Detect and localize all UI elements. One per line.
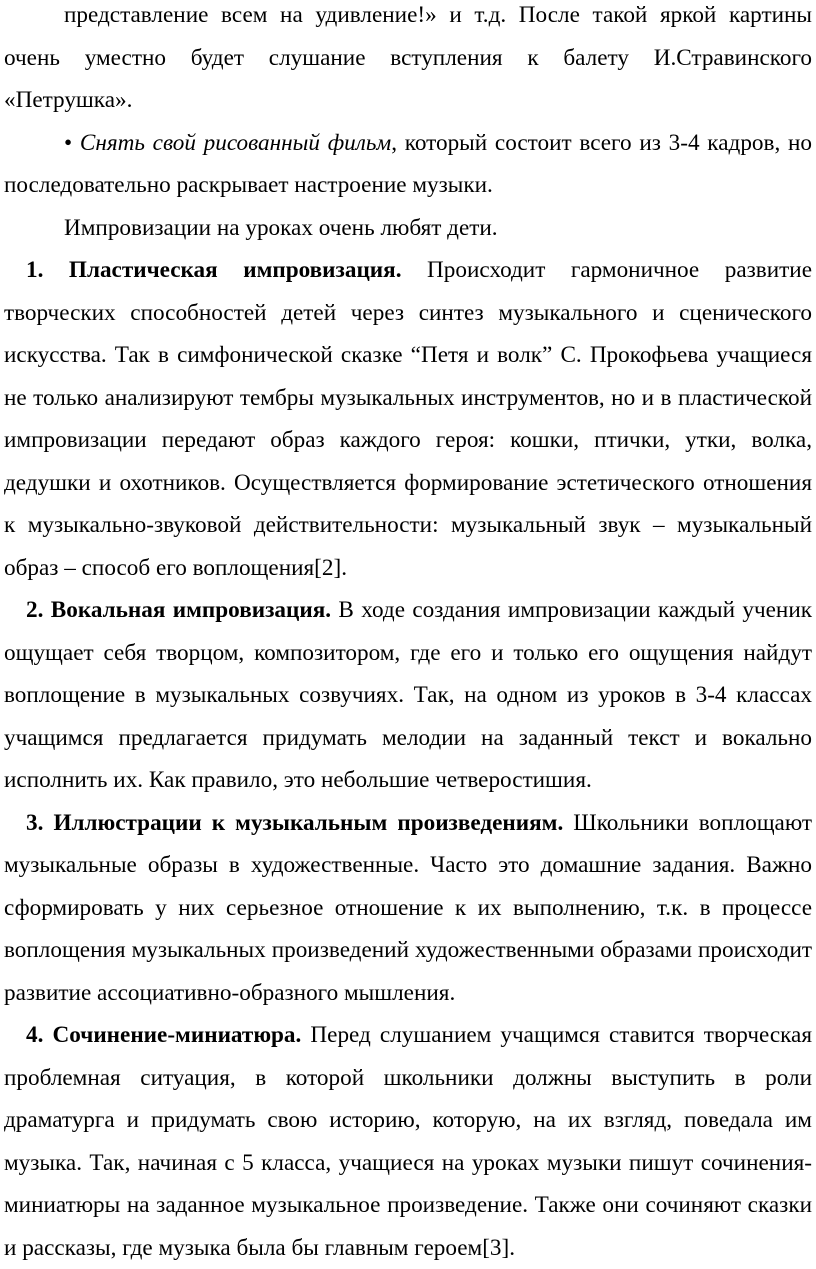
paragraph-text: представление всем на удивление!» и т.д. После такой яркой картины очень уместно будет слушание вступления к балету И.Стравинского «Петрушка». [4,2,812,113]
list-title: Вокальная импровизация. [50,597,332,623]
list-item-vocal [4,589,812,802]
list-text: В ходе создания импровизации каждый ученик ощущает себя творцом, композитором, где его и только его ощущения найдут воплощение в музыкальных созвучиях. Так, на одном из уроков в 3-4 классах учащимся предлагается придумать мелодии на заданный текст и вокально исполнить их. Как правило, это небольшие четверостишия. [4,597,813,793]
list-number: 4. [26,1022,44,1048]
bullet: • [64,129,73,156]
paragraph-intro [4,207,812,250]
list-title: Пластическая импровизация. [68,257,402,283]
paragraph-continuation [4,0,812,122]
paragraph-text: Импровизации на уроках очень любят дети. [64,214,498,241]
paragraph-text: , который состоит всего из 3-4 кадров, но последовательно раскрывает настроение музыки. [4,129,812,198]
list-item-plastic [4,249,812,589]
list-item-illustrations [4,802,812,1015]
list-item-miniature [4,1014,812,1269]
list-number: 1. [26,257,44,283]
italic-phrase: Снять свой рисованный фильм [79,129,392,156]
list-title: Иллюстрации к музыкальным произведениям. [53,809,564,836]
list-text: Школьники воплощают музыкальные образы в художественные. Часто это домашние задания. Важно сформировать у них серьезное отношение к их выполнению, т.к. в процессе воплощения музыкальных произведений художественными образами происходит развитие ассоциативно-образного мышления. [4,809,812,1006]
list-number: 3. [26,809,44,836]
list-text: Перед слушанием учащимся ставится творческая проблемная ситуация, в которой школьники должны выступить в роли драматурга и придумать свою историю, которую, на их взгляд, поведала им музыка. Так, начиная с 5 класса, учащиеся на уроках музыки пишут сочинения-миниатюры на заданное музыкальное произведение. Также они сочиняют сказки и рассказы, где музыка была бы главным героем[3]. [4,1022,813,1261]
paragraph-cartoon [4,122,812,207]
list-number: 2. [26,597,44,623]
list-title: Сочинение-миниатюра. [52,1022,302,1048]
list-text: Происходит гармоничное развитие творческих способностей детей через синтез музыкального и сценического искусства. Так в симфонической сказке “Петя и волк” С. Прокофьева учащиеся не только анализируют тембры музыкальных инструментов, но и в пластической импровизации передают образ каждого героя: кошки, птички, утки, волка, дедушки и охотников. Осуществляется формирование эстетического отношения к музыкально-звуковой действительности: музыкальный звук – музыкальный образ – способ его воплощения[2]. [4,257,812,581]
document-body [4,0,812,1269]
